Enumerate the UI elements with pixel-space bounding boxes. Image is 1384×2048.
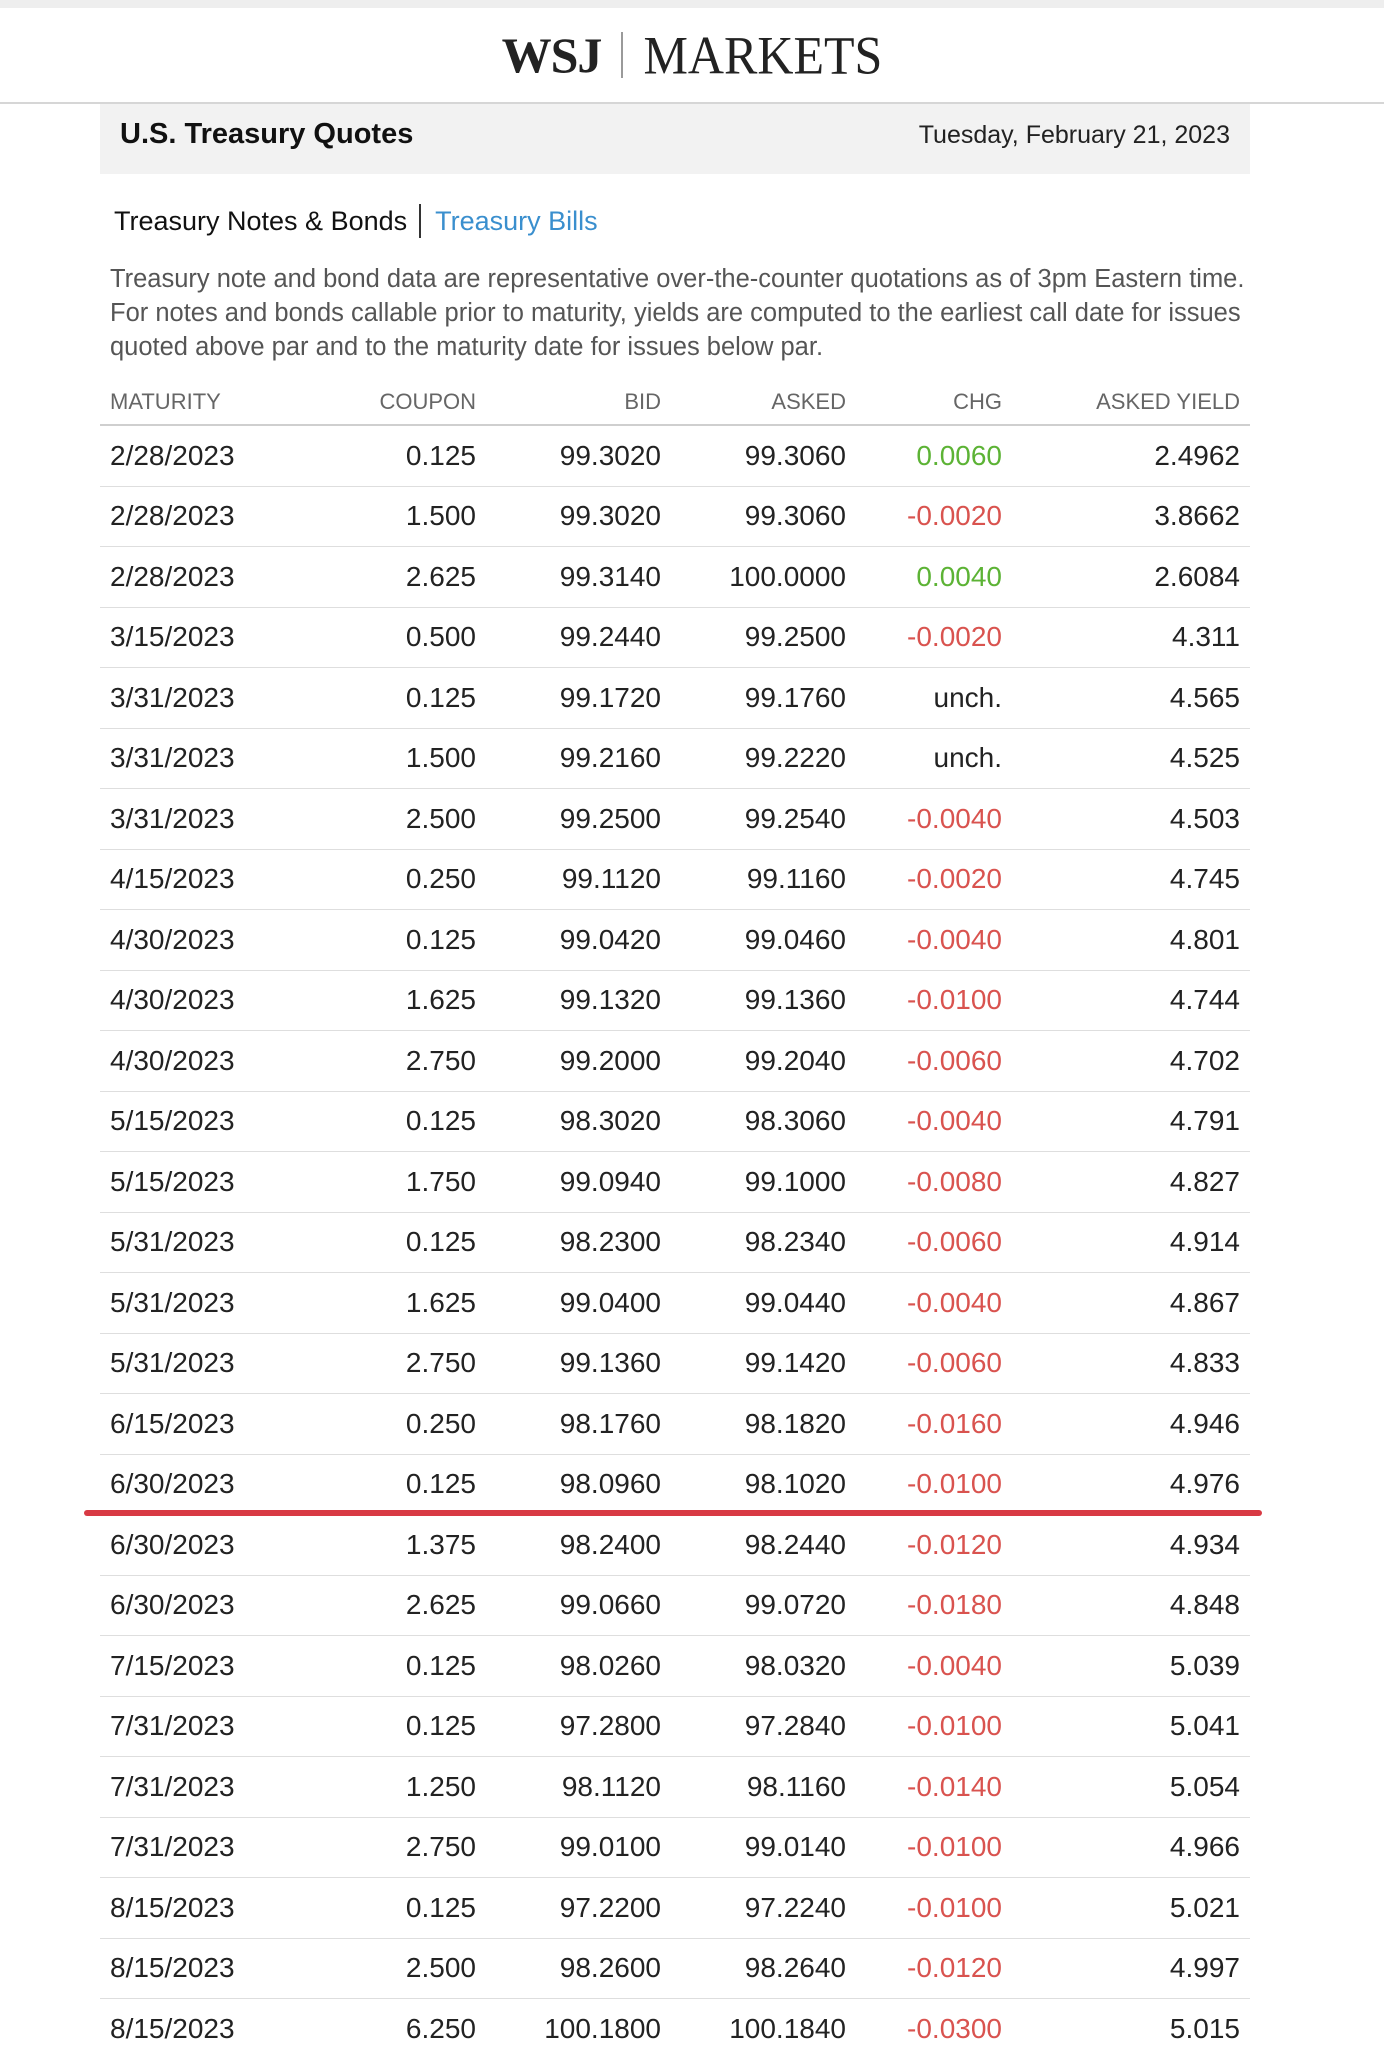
table-row [100,1817,1250,1878]
cell-chg: -0.0120 [856,1938,1012,1999]
table-row [100,486,1250,547]
cell-coupon: 0.125 [330,668,486,729]
column-header-chg[interactable]: CHG [856,380,1012,425]
cell-maturity: 6/15/2023 [100,1394,330,1455]
cell-chg: -0.0020 [856,607,1012,668]
column-header-coupon[interactable]: COUPON [330,380,486,425]
cell-chg: -0.0060 [856,1212,1012,1273]
cell-bid: 99.3140 [486,547,671,608]
cell-asked-yield: 4.934 [1012,1515,1250,1576]
tab-divider [419,204,421,238]
cell-coupon: 1.625 [330,970,486,1031]
cell-coupon: 2.750 [330,1031,486,1092]
cell-bid: 99.2440 [486,607,671,668]
page-title: U.S. Treasury Quotes [120,118,414,150]
cell-bid: 98.3020 [486,1091,671,1152]
cell-maturity: 4/30/2023 [100,1031,330,1092]
column-header-bid[interactable]: BID [486,380,671,425]
cell-maturity: 7/15/2023 [100,1636,330,1697]
table-row [100,970,1250,1031]
cell-asked: 99.2540 [671,789,856,850]
quote-date: Tuesday, February 21, 2023 [918,121,1230,149]
cell-asked-yield: 3.8662 [1012,486,1250,547]
cell-asked-yield: 4.833 [1012,1333,1250,1394]
cell-coupon: 0.250 [330,1394,486,1455]
cell-maturity: 2/28/2023 [100,425,330,486]
red-annotation-line [84,1510,1262,1516]
table-row [100,1212,1250,1273]
cell-maturity: 4/30/2023 [100,910,330,971]
cell-maturity: 5/15/2023 [100,1091,330,1152]
cell-maturity: 7/31/2023 [100,1757,330,1818]
table-body [100,425,1250,2048]
cell-asked: 99.1160 [671,849,856,910]
cell-coupon: 1.500 [330,728,486,789]
cell-chg: -0.0040 [856,789,1012,850]
cell-coupon: 0.125 [330,1636,486,1697]
top-bar [0,0,1384,104]
cell-asked-yield: 4.702 [1012,1031,1250,1092]
cell-maturity: 8/15/2023 [100,1999,330,2048]
cell-bid: 98.2400 [486,1515,671,1576]
cell-bid: 98.1120 [486,1757,671,1818]
cell-asked-yield: 4.848 [1012,1575,1250,1636]
cell-asked-yield: 4.744 [1012,970,1250,1031]
cell-coupon: 1.750 [330,1152,486,1213]
cell-asked: 99.2040 [671,1031,856,1092]
cell-asked: 99.3060 [671,425,856,486]
cell-chg: -0.0100 [856,1878,1012,1939]
table-row [100,1999,1250,2048]
cell-maturity: 6/30/2023 [100,1515,330,1576]
cell-chg: -0.0100 [856,1696,1012,1757]
cell-asked-yield: 4.914 [1012,1212,1250,1273]
cell-maturity: 3/15/2023 [100,607,330,668]
cell-coupon: 6.250 [330,1999,486,2048]
cell-asked: 98.2340 [671,1212,856,1273]
cell-bid: 98.0960 [486,1454,671,1515]
cell-coupon: 0.125 [330,1878,486,1939]
cell-chg: -0.0180 [856,1575,1012,1636]
column-header-asked-yield[interactable]: ASKED YIELD [1012,380,1250,425]
cell-asked-yield: 4.565 [1012,668,1250,729]
cell-chg: 0.0040 [856,547,1012,608]
section-header [100,104,1250,174]
cell-asked-yield: 4.827 [1012,1152,1250,1213]
table-row [100,1152,1250,1213]
cell-coupon: 2.750 [330,1817,486,1878]
cell-coupon: 0.250 [330,849,486,910]
cell-chg: -0.0060 [856,1333,1012,1394]
cell-coupon: 1.625 [330,1273,486,1334]
table-row [100,1938,1250,1999]
cell-asked-yield: 4.801 [1012,910,1250,971]
cell-asked: 98.2640 [671,1938,856,1999]
cell-chg: -0.0140 [856,1757,1012,1818]
cell-chg: -0.0120 [856,1515,1012,1576]
cell-maturity: 5/31/2023 [100,1273,330,1334]
cell-asked: 97.2840 [671,1696,856,1757]
cell-maturity: 8/15/2023 [100,1938,330,1999]
cell-coupon: 2.750 [330,1333,486,1394]
column-header-asked[interactable]: ASKED [671,380,856,425]
cell-chg: -0.0040 [856,1273,1012,1334]
description-text: Treasury note and bond data are representative over-the-counter quotations as of 3pm Eastern time. For notes and bonds callable prior to maturity, yields are computed to the earliest call date for issues quoted above par and to the maturity date for issues below par. [110,265,1245,361]
cell-coupon: 2.625 [330,1575,486,1636]
cell-chg: -0.0160 [856,1394,1012,1455]
cell-bid: 99.2500 [486,789,671,850]
cell-asked-yield: 4.966 [1012,1817,1250,1878]
cell-asked-yield: 2.6084 [1012,547,1250,608]
cell-asked-yield: 4.867 [1012,1273,1250,1334]
cell-maturity: 4/30/2023 [100,970,330,1031]
cell-asked: 99.0440 [671,1273,856,1334]
table-row [100,1454,1250,1515]
table-row [100,849,1250,910]
cell-asked-yield: 5.054 [1012,1757,1250,1818]
cell-bid: 98.1760 [486,1394,671,1455]
cell-bid: 97.2800 [486,1696,671,1757]
cell-asked-yield: 5.021 [1012,1878,1250,1939]
cell-asked-yield: 4.311 [1012,607,1250,668]
cell-chg: -0.0020 [856,849,1012,910]
cell-maturity: 7/31/2023 [100,1696,330,1757]
cell-asked: 99.2500 [671,607,856,668]
cell-maturity: 2/28/2023 [100,547,330,608]
cell-asked-yield: 4.946 [1012,1394,1250,1455]
cell-asked: 99.0460 [671,910,856,971]
cell-coupon: 0.125 [330,1091,486,1152]
cell-asked: 99.0720 [671,1575,856,1636]
cell-bid: 99.1120 [486,849,671,910]
table-row [100,1394,1250,1455]
table-row [100,1091,1250,1152]
cell-coupon: 0.125 [330,1696,486,1757]
cell-bid: 98.2300 [486,1212,671,1273]
cell-chg: -0.0040 [856,1091,1012,1152]
table-row [100,910,1250,971]
cell-bid: 99.3020 [486,425,671,486]
cell-asked-yield: 4.745 [1012,849,1250,910]
table-row [100,1636,1250,1697]
cell-asked-yield: 4.976 [1012,1454,1250,1515]
cell-asked-yield: 5.039 [1012,1636,1250,1697]
cell-asked: 97.2240 [671,1878,856,1939]
cell-maturity: 2/28/2023 [100,486,330,547]
cell-bid: 99.2160 [486,728,671,789]
cell-bid: 100.1800 [486,1999,671,2048]
cell-bid: 97.2200 [486,1878,671,1939]
cell-coupon: 1.250 [330,1757,486,1818]
cell-chg: -0.0040 [856,1636,1012,1697]
cell-asked: 100.0000 [671,547,856,608]
cell-maturity: 5/15/2023 [100,1152,330,1213]
cell-asked: 98.1020 [671,1454,856,1515]
cell-asked: 99.0140 [671,1817,856,1878]
cell-bid: 99.0420 [486,910,671,971]
cell-maturity: 6/30/2023 [100,1575,330,1636]
cell-maturity: 7/31/2023 [100,1817,330,1878]
cell-chg: -0.0040 [856,910,1012,971]
cell-bid: 99.1720 [486,668,671,729]
table-row [100,547,1250,608]
cell-coupon: 2.500 [330,789,486,850]
cell-chg: -0.0100 [856,1817,1012,1878]
table-row [100,1878,1250,1939]
cell-coupon: 2.625 [330,547,486,608]
cell-bid: 99.3020 [486,486,671,547]
cell-asked: 98.3060 [671,1091,856,1152]
table-row [100,728,1250,789]
cell-maturity: 6/30/2023 [100,1454,330,1515]
cell-maturity: 3/31/2023 [100,728,330,789]
brand-divider [621,32,623,78]
brand-markets: MARKETS [643,24,883,86]
cell-chg: unch. [856,728,1012,789]
cell-coupon: 0.125 [330,425,486,486]
cell-coupon: 1.500 [330,486,486,547]
cell-chg: -0.0020 [856,486,1012,547]
cell-coupon: 1.375 [330,1515,486,1576]
cell-asked-yield: 4.997 [1012,1938,1250,1999]
cell-coupon: 0.125 [330,910,486,971]
cell-asked: 99.3060 [671,486,856,547]
table-row [100,1031,1250,1092]
cell-bid: 99.0660 [486,1575,671,1636]
table-row [100,1515,1250,1576]
table-row [100,425,1250,486]
cell-coupon: 0.125 [330,1212,486,1273]
cell-maturity: 8/15/2023 [100,1878,330,1939]
brand-wsj: WSJ [501,27,602,83]
cell-bid: 99.1360 [486,1333,671,1394]
cell-bid: 99.0940 [486,1152,671,1213]
cell-chg: -0.0100 [856,1454,1012,1515]
cell-coupon: 0.500 [330,607,486,668]
cell-chg: unch. [856,668,1012,729]
cell-chg: 0.0060 [856,425,1012,486]
cell-chg: -0.0300 [856,1999,1012,2048]
table-row [100,1696,1250,1757]
cell-bid: 99.1320 [486,970,671,1031]
cell-asked: 99.1000 [671,1152,856,1213]
cell-asked-yield: 5.015 [1012,1999,1250,2048]
cell-bid: 99.2000 [486,1031,671,1092]
table-header-row [100,380,1250,425]
cell-asked-yield: 4.525 [1012,728,1250,789]
cell-bid: 98.0260 [486,1636,671,1697]
cell-asked-yield: 4.503 [1012,789,1250,850]
cell-bid: 99.0400 [486,1273,671,1334]
table-row [100,668,1250,729]
cell-chg: -0.0060 [856,1031,1012,1092]
table-row [100,1273,1250,1334]
cell-coupon: 2.500 [330,1938,486,1999]
cell-maturity: 3/31/2023 [100,789,330,850]
cell-maturity: 4/15/2023 [100,849,330,910]
cell-asked-yield: 5.041 [1012,1696,1250,1757]
tab-treasury-bills[interactable]: Treasury Bills [435,206,598,236]
table-row [100,1333,1250,1394]
cell-chg: -0.0080 [856,1152,1012,1213]
table-row [100,1575,1250,1636]
cell-asked: 98.0320 [671,1636,856,1697]
cell-asked-yield: 4.791 [1012,1091,1250,1152]
cell-asked: 99.1760 [671,668,856,729]
tab-bar [114,204,598,238]
cell-bid: 98.2600 [486,1938,671,1999]
cell-asked: 98.2440 [671,1515,856,1576]
cell-maturity: 3/31/2023 [100,668,330,729]
table-row [100,607,1250,668]
cell-maturity: 5/31/2023 [100,1333,330,1394]
cell-asked: 99.1360 [671,970,856,1031]
cell-bid: 99.0100 [486,1817,671,1878]
treasury-quotes-table [100,380,1250,2048]
cell-maturity: 5/31/2023 [100,1212,330,1273]
cell-asked: 99.2220 [671,728,856,789]
column-header-maturity[interactable]: MATURITY [100,380,330,425]
cell-chg: -0.0100 [856,970,1012,1031]
cell-asked-yield: 2.4962 [1012,425,1250,486]
cell-asked: 98.1160 [671,1757,856,1818]
cell-asked: 98.1820 [671,1394,856,1455]
cell-coupon: 0.125 [330,1454,486,1515]
cell-asked: 100.1840 [671,1999,856,2048]
cell-asked: 99.1420 [671,1333,856,1394]
tab-notes-and-bonds[interactable]: Treasury Notes & Bonds [114,206,408,236]
table-row [100,1757,1250,1818]
wsj-markets-logo[interactable] [0,26,1384,84]
table-row [100,789,1250,850]
